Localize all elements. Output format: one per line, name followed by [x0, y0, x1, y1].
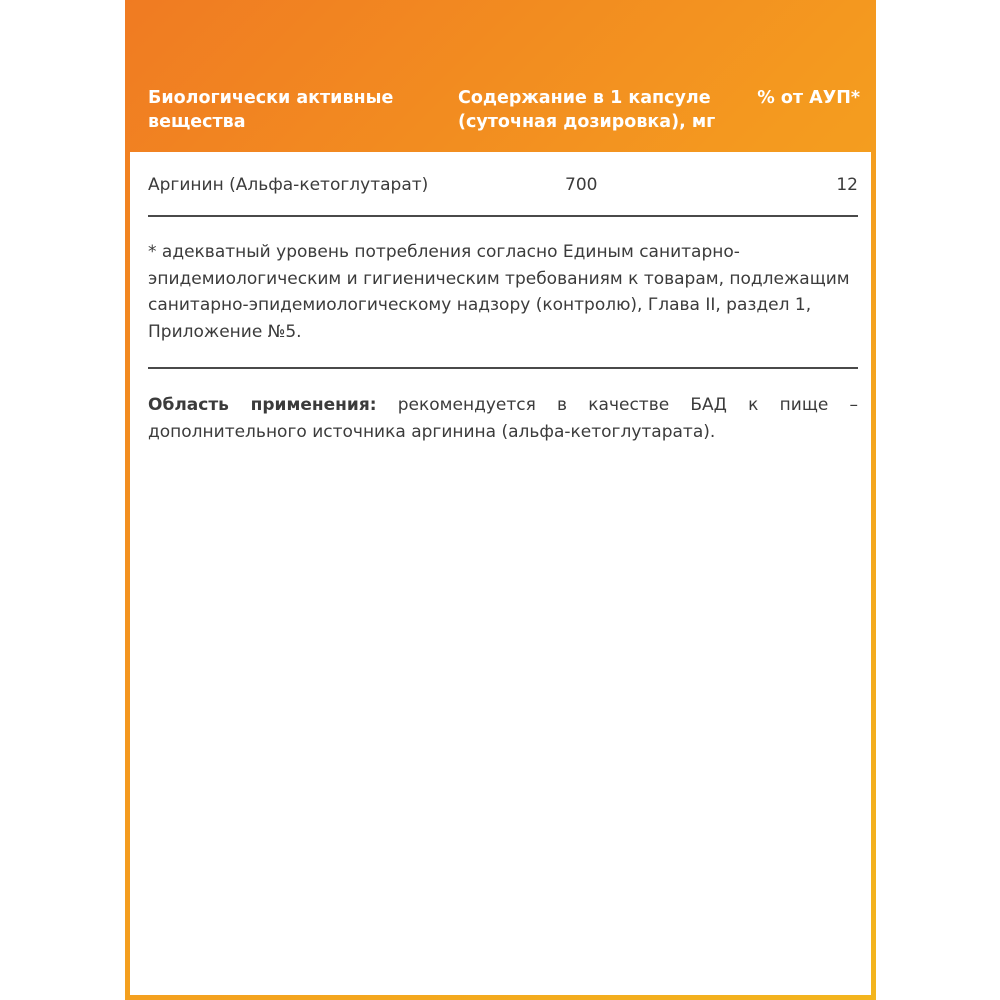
substance-percent: 12: [836, 175, 858, 195]
divider-after-footnote: [148, 367, 858, 369]
usage-section: [148, 392, 858, 445]
content-panel: [130, 152, 871, 995]
table-header: [125, 0, 876, 152]
footnote: * адекватный уровень потребления согласно Единым санитарно-эпидемиологическим и гигиеническим требованиям к товарам, подлежащим санитарно-эпидемиологическому надзору (контролю), Глава II, раздел 1, Приложение №5.: [148, 242, 850, 342]
orange-frame: [125, 0, 876, 1000]
header-substances: Биологически активные вещества: [148, 88, 394, 132]
divider-after-table: [148, 215, 858, 217]
substance-amount: 700: [565, 175, 598, 195]
usage-label: Область применения:: [148, 395, 377, 415]
header-content: Содержание в 1 капсуле (суточная дозировка), мг: [458, 88, 716, 132]
header-percent: % от АУП*: [757, 88, 860, 108]
table-row: [148, 171, 858, 199]
substance-name: Аргинин (Альфа-кетоглутарат): [148, 175, 429, 195]
usage-text: рекомендуется в качестве БАД к пище – дополнительного источника аргинина (альфа-кетоглутарата).: [148, 395, 858, 442]
